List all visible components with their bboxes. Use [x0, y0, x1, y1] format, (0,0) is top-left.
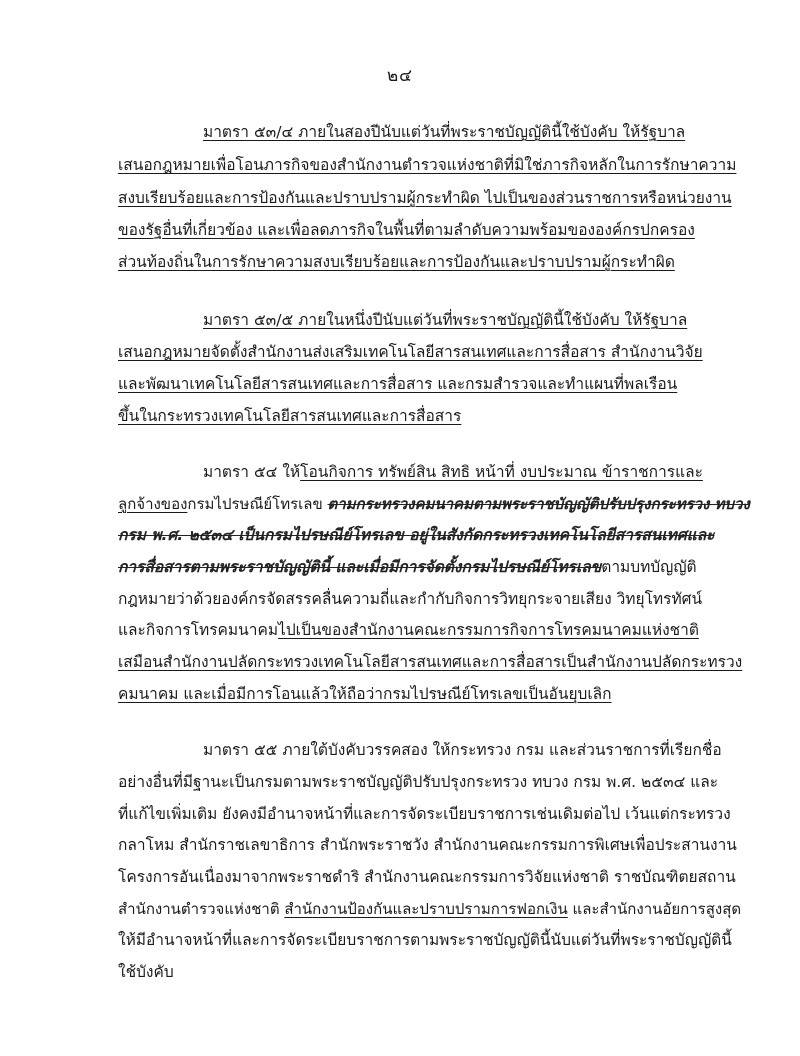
- s55-line-6: [118, 899, 741, 919]
- page-number: ๒๔: [386, 66, 414, 86]
- s55-line-4: กลาโหม สำนักราชเลขาธิการ สำนักพระราชวัง สำนักงานคณะกรรมการพิเศษเพื่อประสานงาน: [118, 836, 737, 854]
- s54-line-4: [118, 557, 697, 577]
- s54-line-6: [118, 620, 699, 640]
- s535-line-4: ขึ้นในกระทรวงเทคโนโลยีสารสนเทศและการสื่อสาร: [118, 407, 462, 425]
- s55-line-8: ใช้บังคับ: [118, 963, 174, 981]
- s54-text: และกิจการโทรคมนาคม: [118, 621, 279, 639]
- s55-line-7: ให้มีอำนาจหน้าที่และการจัดระเบียบราชการตามพระราชบัญญัตินี้นับแต่วันที่พระราชบัญญัตินี้: [118, 931, 732, 949]
- s55-text: สำนักงานตำรวจแห่งชาติ: [118, 900, 285, 918]
- s535-line-1: มาตรา ๕๓/๕ ภายในหนึ่งปีนับแต่วันที่พระราชบัญญัตินี้ใช้บังคับ ให้รัฐบาล: [203, 311, 688, 329]
- s54-deleted-text: การสื่อสารตามพระราชบัญญัตินี้ และเมื่อมีการจัดตั้งกรมไปรษณีย์โทรเลข: [118, 558, 602, 576]
- s54-line-5: กฎหมายว่าด้วยองค์กรจัดสรรคลื่นความถี่และกำกับกิจการวิทยุกระจายเสียง วิทยุโทรทัศน์: [118, 590, 703, 608]
- s535-line-2: เสนอกฎหมายจัดตั้งสำนักงานส่งเสริมเทคโนโลยีสารสนเทศและการสื่อสาร สำนักงานวิจัย: [118, 343, 703, 361]
- s55-line-1: มาตรา ๕๕ ภายใต้บังคับวรรคสอง ให้กระทรวง กรม และส่วนราชการที่เรียกชื่อ: [203, 741, 722, 759]
- s54-line-7: เสมือนสำนักงานปลัดกระทรวงเทคโนโลยีสารสนเทศและการสื่อสารเป็นสำนักงานปลัดกระทรวง: [118, 653, 743, 671]
- s54-deleted-text: ตามกระทรวงคมนาคมตามพระราชบัญญัติปรับปรุงกระทรวง ทบวง: [327, 495, 750, 513]
- s54-line-2: [118, 494, 750, 514]
- s534-line-5: ส่วนท้องถิ่นในการรักษาความสงบเรียบร้อยและการป้องกันและปราบปรามผู้กระทำผิด: [118, 253, 675, 271]
- s54-amended-text: ลูกจ้างของ: [118, 495, 188, 513]
- s55-text: และสำนักงานอัยการสูงสุด: [567, 900, 742, 918]
- s54-amended-text: ไปเป็นของสำนักงานคณะกรรมการกิจการโทรคมนาคมแห่งชาติ: [278, 621, 699, 639]
- s55-amended-text: สำนักงานป้องกันและปราบปรามการฟอกเงิน: [284, 900, 568, 918]
- s535-line-3: และพัฒนาเทคโนโลยีสารสนเทศและการสื่อสาร และกรมสำรวจและทำแผนที่พลเรือน: [118, 375, 678, 393]
- s54-line-3: กรม พ.ศ. ๒๕๓๔ เป็นกรมไปรษณีย์โทรเลข อยู่ในสังกัดกระทรวงเทคโนโลยีสารสนเทศและ: [118, 526, 715, 544]
- s534-line-2: เสนอกฎหมายเพื่อโอนภารกิจของสำนักงานตำรวจแห่งชาติที่มิใช่ภารกิจหลักในการรักษาความ: [118, 156, 737, 174]
- s54-line-1: [203, 462, 703, 482]
- s534-line-4: ของรัฐอื่นที่เกี่ยวข้อง และเพื่อลดภารกิจในพื้นที่ตามลำดับความพร้อมขององค์กรปกครอง: [118, 221, 695, 239]
- s54-amended-text: โอนกิจการ ทรัพย์สิน สิทธิ หน้าที่ งบประมาณ ข้าราชการและ: [300, 463, 703, 481]
- s54-text: กรมไปรษณีย์โทรเลข: [187, 495, 328, 513]
- s54-text: ตามบทบัญญัติ: [601, 558, 697, 576]
- s55-line-3: ที่แก้ไขเพิ่มเติม ยังคงมีอำนาจหน้าที่และการจัดระเบียบราชการเช่นเดิมต่อไป เว้นแต่กระทรวง: [118, 805, 731, 823]
- s54-line-8: คมนาคม และเมื่อมีการโอนแล้วให้ถือว่ากรมไปรษณีย์โทรเลขเป็นอันยุบเลิก: [118, 685, 612, 703]
- s55-line-5: โครงการอันเนื่องมาจากพระราชดำริ สำนักงานคณะกรรมการวิจัยแห่งชาติ ราชบัณฑิตยสถาน: [118, 868, 736, 886]
- s534-line-1: มาตรา ๕๓/๔ ภายในสองปีนับแต่วันที่พระราชบัญญัตินี้ใช้บังคับ ให้รัฐบาล: [203, 123, 686, 141]
- s54-text: มาตรา ๕๔ ให้: [203, 463, 301, 481]
- s534-line-3: สงบเรียบร้อยและการป้องกันและปราบปรามผู้กระทำผิด ไปเป็นของส่วนราชการหรือหน่วยงาน: [118, 189, 732, 207]
- s55-line-2: อย่างอื่นที่มีฐานะเป็นกรมตามพระราชบัญญัติปรับปรุงกระทรวง ทบวง กรม พ.ศ. ๒๕๓๔ และ: [118, 773, 719, 791]
